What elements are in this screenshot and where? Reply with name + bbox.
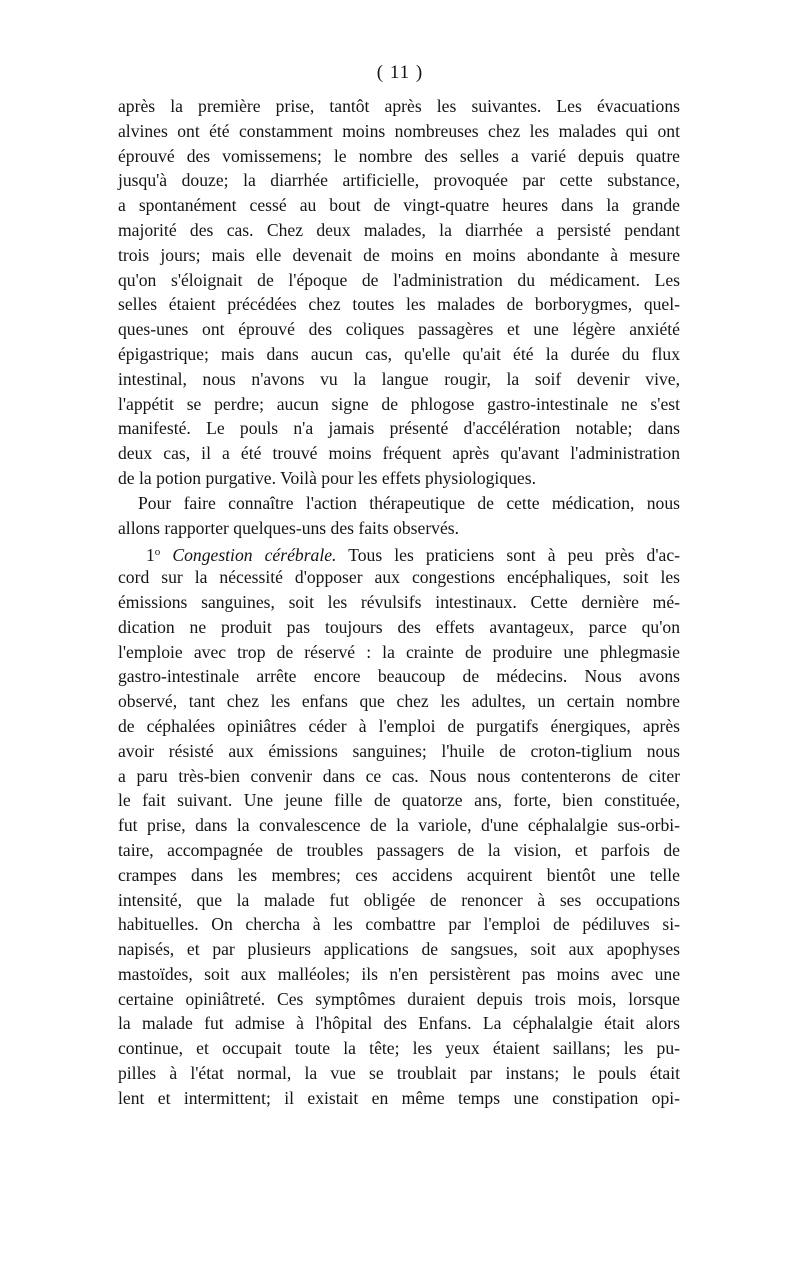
text-line: taire, accompagnée de troubles passagers de la vision, et parfois de bbox=[118, 839, 680, 860]
section-number: 1 bbox=[146, 545, 155, 566]
text-block bbox=[118, 94, 680, 1111]
paragraph-congestion bbox=[118, 540, 680, 1110]
text-line: pilles à l'état normal, la vue se troublait par instans; le pouls était bbox=[118, 1063, 680, 1084]
text-line: ques-unes ont éprouvé des coliques passagères et une légère anxiété bbox=[118, 319, 680, 340]
text-line: de la potion purgative. Voilà pour les effets physiologiques. bbox=[118, 467, 536, 488]
text-line: trois jours; mais elle devenait de moins en moins abondante à mesure bbox=[118, 244, 680, 265]
section-title: Congestion cérébrale. bbox=[172, 545, 337, 566]
text-line: dication ne produit pas toujours des effets avantageux, parce qu'on bbox=[118, 616, 680, 637]
paragraph-intro bbox=[118, 491, 680, 541]
text-line: l'appétit se perdre; aucun signe de phlogose gastro-intestinale ne s'est bbox=[118, 393, 680, 414]
text-line: a paru très-bien convenir dans ce cas. Nous nous contenterons de citer bbox=[118, 765, 680, 786]
text-line: la malade fut admise à l'hôpital des Enfans. La céphalalgie était alors bbox=[118, 1013, 680, 1034]
text-line: jusqu'à douze; la diarrhée artificielle, provoquée par cette substance, bbox=[118, 170, 680, 191]
text-line: crampes dans les membres; ces accidens acquirent bientôt une telle bbox=[118, 864, 680, 885]
text-line: avoir résisté aux émissions sanguines; l'huile de croton-tiglium nous bbox=[118, 740, 680, 761]
text-line: continue, et occupait toute la tête; les yeux étaient saillans; les pu- bbox=[118, 1038, 680, 1059]
text-line: épigastrique; mais dans aucun cas, qu'elle qu'ait été la durée du flux bbox=[118, 343, 680, 364]
section-heading-line bbox=[118, 540, 680, 565]
page-number: ( 11 ) bbox=[376, 62, 424, 83]
text-line: intestinal, nous n'avons vu la langue rougir, la soif devenir vive, bbox=[118, 368, 680, 389]
text-line: intensité, que la malade fut obligée de renoncer à ses occupations bbox=[118, 889, 680, 910]
text-line: a spontanément cessé au bout de vingt-quatre heures dans la grande bbox=[118, 195, 680, 216]
text-line: selles étaient précédées chez toutes les malades de borborygmes, quel- bbox=[118, 294, 680, 315]
text-line: majorité des cas. Chez deux malades, la diarrhée a persisté pendant bbox=[118, 219, 680, 240]
text-line: certaine opiniâtreté. Ces symptômes duraient depuis trois mois, lorsque bbox=[118, 988, 680, 1009]
section-first-text: Tous les praticiens sont à peu près d'ac- bbox=[348, 545, 680, 566]
text-line: manifesté. Le pouls n'a jamais présenté d'accélération notable; dans bbox=[118, 418, 680, 439]
text-line: éprouvé des vomissemens; le nombre des selles a varié depuis quatre bbox=[118, 145, 680, 166]
text-line: alvines ont été constamment moins nombreuses chez les malades qui ont bbox=[118, 120, 680, 141]
text-line: napisés, et par plusieurs applications de sangsues, soit aux apophyses bbox=[118, 939, 680, 960]
paragraph-effects bbox=[118, 94, 680, 491]
text-line: le fait suivant. Une jeune fille de quatorze ans, forte, bien constituée, bbox=[118, 790, 680, 811]
text-line: qu'on s'éloignait de l'époque de l'administration du médicament. Les bbox=[118, 269, 680, 290]
text-line: habituelles. On chercha à les combattre par l'emploi de pédiluves si- bbox=[118, 914, 680, 935]
text-line: de céphalées opiniâtres céder à l'emploi de purgatifs énergiques, après bbox=[118, 715, 680, 736]
text-line: Pour faire connaître l'action thérapeutique de cette médication, nous bbox=[138, 492, 680, 513]
text-line: lent et intermittent; il existait en même temps une constipation opi- bbox=[118, 1087, 680, 1108]
text-line: observé, tant chez les enfans que chez les adultes, un certain nombre bbox=[118, 691, 680, 712]
text-line: émissions sanguines, soit les révulsifs intestinaux. Cette dernière mé- bbox=[118, 591, 680, 612]
text-line: fut prise, dans la convalescence de la variole, d'une céphalalgie sus-orbi- bbox=[118, 815, 680, 836]
text-line: mastoïdes, soit aux malléoles; ils n'en persistèrent pas moins avec une bbox=[118, 963, 680, 984]
text-line: deux cas, il a été trouvé moins fréquent après qu'avant l'administration bbox=[118, 443, 680, 464]
text-line: après la première prise, tantôt après les suivantes. Les évacuations bbox=[118, 96, 680, 116]
text-line: allons rapporter quelques-uns des faits observés. bbox=[118, 517, 460, 538]
degree-sign: o bbox=[154, 546, 161, 559]
text-line: cord sur la nécessité d'opposer aux congestions encéphaliques, soit les bbox=[118, 567, 680, 588]
text-line: l'emploie avec trop de réservé : la crainte de produire une phlegmasie bbox=[118, 641, 680, 662]
text-line: gastro-intestinale arrête encore beaucoup de médecins. Nous avons bbox=[118, 666, 680, 687]
